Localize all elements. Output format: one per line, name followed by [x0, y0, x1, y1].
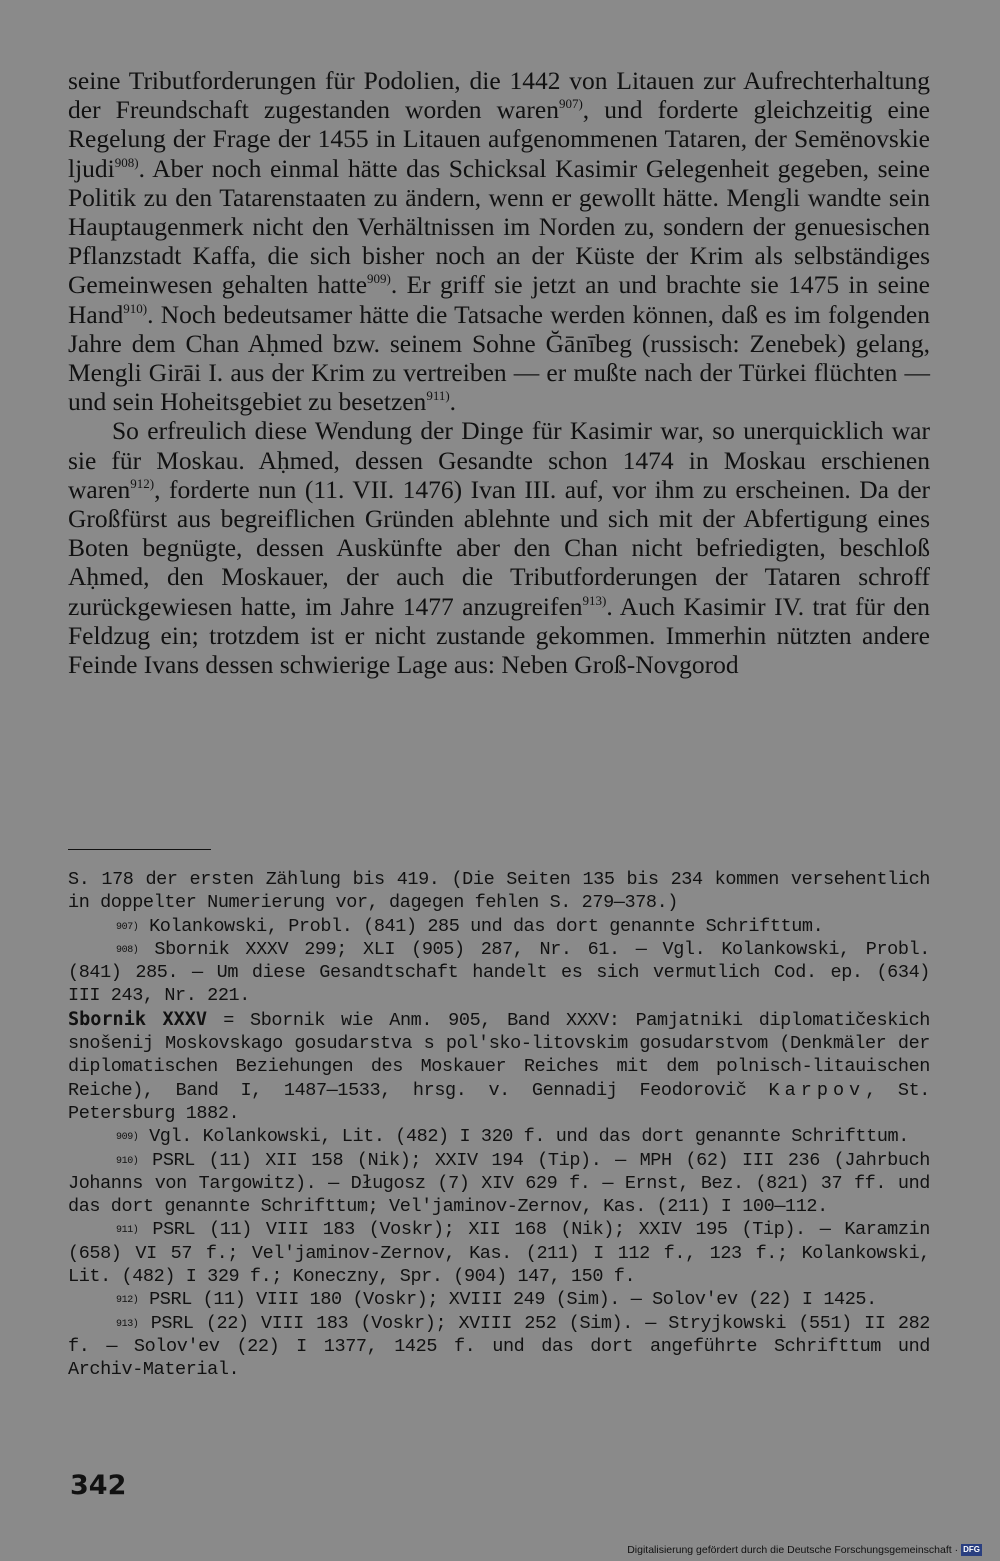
footnote-911 — [68, 1218, 930, 1288]
credit-text: Digitalisierung gefördert durch die Deutsche Forschungsgemeinschaft · — [627, 1544, 959, 1556]
footnote-text: Vgl. Kolankowski, Lit. (482) I 320 f. und das dort genannte Schrifttum. — [138, 1126, 909, 1148]
text-run: seine Tributforderungen für Podolien, die 1442 von Litauen zur Aufrechterhaltung der Freundschaft zugestanden worden waren — [68, 66, 930, 125]
text-run: , und forderte gleichzeitig eine Regelung der Frage der 1455 in Litauen aufgenommenen Tataren, der Semënovskie ljudi — [68, 95, 930, 183]
footnotes — [68, 868, 930, 1382]
footnote-908 — [68, 938, 930, 1008]
text-run: . Er griff sie jetzt an und brachte sie 1475 in seine Hand — [68, 270, 930, 329]
footnote-number: 911) — [116, 1225, 139, 1237]
paragraph-2 — [68, 416, 930, 679]
footnote-sbornik — [68, 1008, 930, 1125]
footnote-909 — [68, 1125, 930, 1148]
footnote-divider — [68, 849, 211, 850]
footnote-ref-913[interactable]: 913) — [582, 592, 607, 608]
footnote-ref-911[interactable]: 911) — [426, 388, 450, 404]
footnote-text: PSRL (11) XII 158 (Nik); XXIV 194 (Tip). — MPH (62) III 236 (Jahrbuch Johanns von Targowitz). — Długosz (7) XIV 629 f. — Ernst, Bez. (821) 37 ff. und das dort genannte Schrifttum; Vel'jaminov-Zernov, Kas. (211) I 100—112. — [68, 1149, 930, 1218]
text-run: , forderte nun (11. VII. 1476) Ivan III. auf, vor ihm zu erscheinen. Da der Großfürst aus begreiflichen Gründen ablehnte und sich mit der Abfertigung eines Boten begnügte, dessen Auskünfte aber den Chan nicht befriedigten, beschloß Aḥmed, den Moskauer, der auch die Tributforderungen der Tataren schroff zurückgewiesen hatte, im Jahre 1477 anzugreifen — [68, 474, 930, 621]
page-number: 342 — [70, 1470, 127, 1501]
footnote-continuation: S. 178 der ersten Zählung bis 419. (Die Seiten 135 bis 234 kommen versehentlich in doppelter Numerierung vor, dagegen fehlen S. 279—378.) — [68, 869, 930, 914]
footnote-number: 908) — [116, 944, 139, 956]
paragraph-1 — [68, 66, 930, 416]
footnote-text: PSRL (11) VIII 183 (Voskr); XII 168 (Nik); XXIV 195 (Tip). — Karamzin (658) VI 57 f.; Vel'jaminov-Zernov, Kas. (211) I 112 f., 123 f.; Kolankowski, Lit. (482) I 329 f.; Koneczny, Spr. (904) 147, 150 f. — [68, 1219, 930, 1288]
footnote-text: = Sbornik wie Anm. 905, Band XXXV: Pamjatniki diplomatičeskich snošenij Moskovskago gosudarstva s pol'sko-litovskim gosudarstvom (Denkmäler der diplomatischen Beziehungen des Moskauer Reiches mit dem polnisch-litauischen Reiche), Band I, 1487—1533, hrsg. v. Gennadij Feodorovič — [68, 1009, 931, 1101]
text-run: . Auch Kasimir IV. trat für den Feldzug ein; trotzdem ist er nicht zustande gekommen. Immerhin nützten andere Feinde Ivans dessen schwierige Lage aus: Neben Groß-Novgorod — [68, 591, 930, 680]
footnote-912 — [68, 1288, 930, 1311]
author-spaced: Karpov — [768, 1079, 866, 1101]
dfg-logo-icon: DFG — [963, 1545, 980, 1554]
footnote-ref-912[interactable]: 912) — [130, 475, 155, 491]
footnote-text: Sbornik XXXV 299; XLI (905) 287, Nr. 61. — Vgl. Kolankowski, Probl. (841) 285. — Um diese Gesandtschaft handelt es sich vermutlich Cod. ep. (634) III 243, Nr. 221. — [68, 938, 930, 1007]
footnote-913 — [68, 1312, 930, 1382]
footnote-ref-909[interactable]: 909) — [367, 271, 391, 287]
footnote-number: 910) — [116, 1155, 139, 1167]
footnote-text: PSRL (22) VIII 183 (Voskr); XVIII 252 (Sim). — Stryjkowski (551) II 282 f. — Solov'ev (22) I 1377, 1425 f. und das dort angeführte Schrifttum und Archiv-Material. — [68, 1312, 930, 1381]
main-text — [68, 66, 930, 679]
footnote-ref-910[interactable]: 910) — [123, 300, 148, 316]
sbornik-heading: Sbornik XXXV — [68, 1008, 208, 1030]
footnote-number: 909) — [116, 1132, 139, 1144]
text-run: So erfreulich diese Wendung der Dinge für Kasimir war, so unerquicklich war sie für Moskau. Aḥmed, dessen Gesandte schon 1474 in Moskau erschienen waren — [68, 416, 930, 504]
footnote-number: 907) — [116, 921, 139, 933]
footnote-number: 913) — [116, 1318, 139, 1330]
footnote-text: , St. Petersburg 1882. — [68, 1079, 930, 1124]
footnote-number: 912) — [116, 1295, 139, 1307]
digitization-credit — [627, 1544, 982, 1556]
footnote-910 — [68, 1149, 930, 1219]
text-run: . Aber noch einmal hätte das Schicksal Kasimir Gelegenheit gegeben, seine Politik zu den Tatarenstaaten zu ändern, wenn er gewollt hätte. Mengli wandte sein Hauptaugenmerk nicht den Verhältnissen im Norden zu, sondern der genuesischen Pflanzstadt Kaffa, die sich bisher noch an der Küste der Krim als selbständiges Gemeinwesen gehalten hatte — [68, 153, 930, 300]
footnote-text: Kolankowski, Probl. (841) 285 und das dort genannte Schrifttum. — [138, 915, 824, 937]
footnote-text: PSRL (11) VIII 180 (Voskr); XVIII 249 (Sim). — Solov'ev (22) I 1425. — [138, 1289, 877, 1311]
text-run: . Noch bedeutsamer hätte die Tatsache werden können, daß es im folgenden Jahre dem Chan Aḥmed bzw. seinem Sohne Ğānībeg (russisch: Zenebek) gelang, Mengli Girāi I. aus der Krim zu vertreiben — er mußte nach der Türkei flüchten — und sein Hoheitsgebiet zu besetzen — [68, 299, 930, 417]
footnote-ref-907[interactable]: 907) — [558, 96, 583, 112]
text-run: . — [449, 387, 457, 417]
footnote-ref-908[interactable]: 908) — [114, 154, 139, 170]
footnote-907 — [68, 915, 930, 938]
